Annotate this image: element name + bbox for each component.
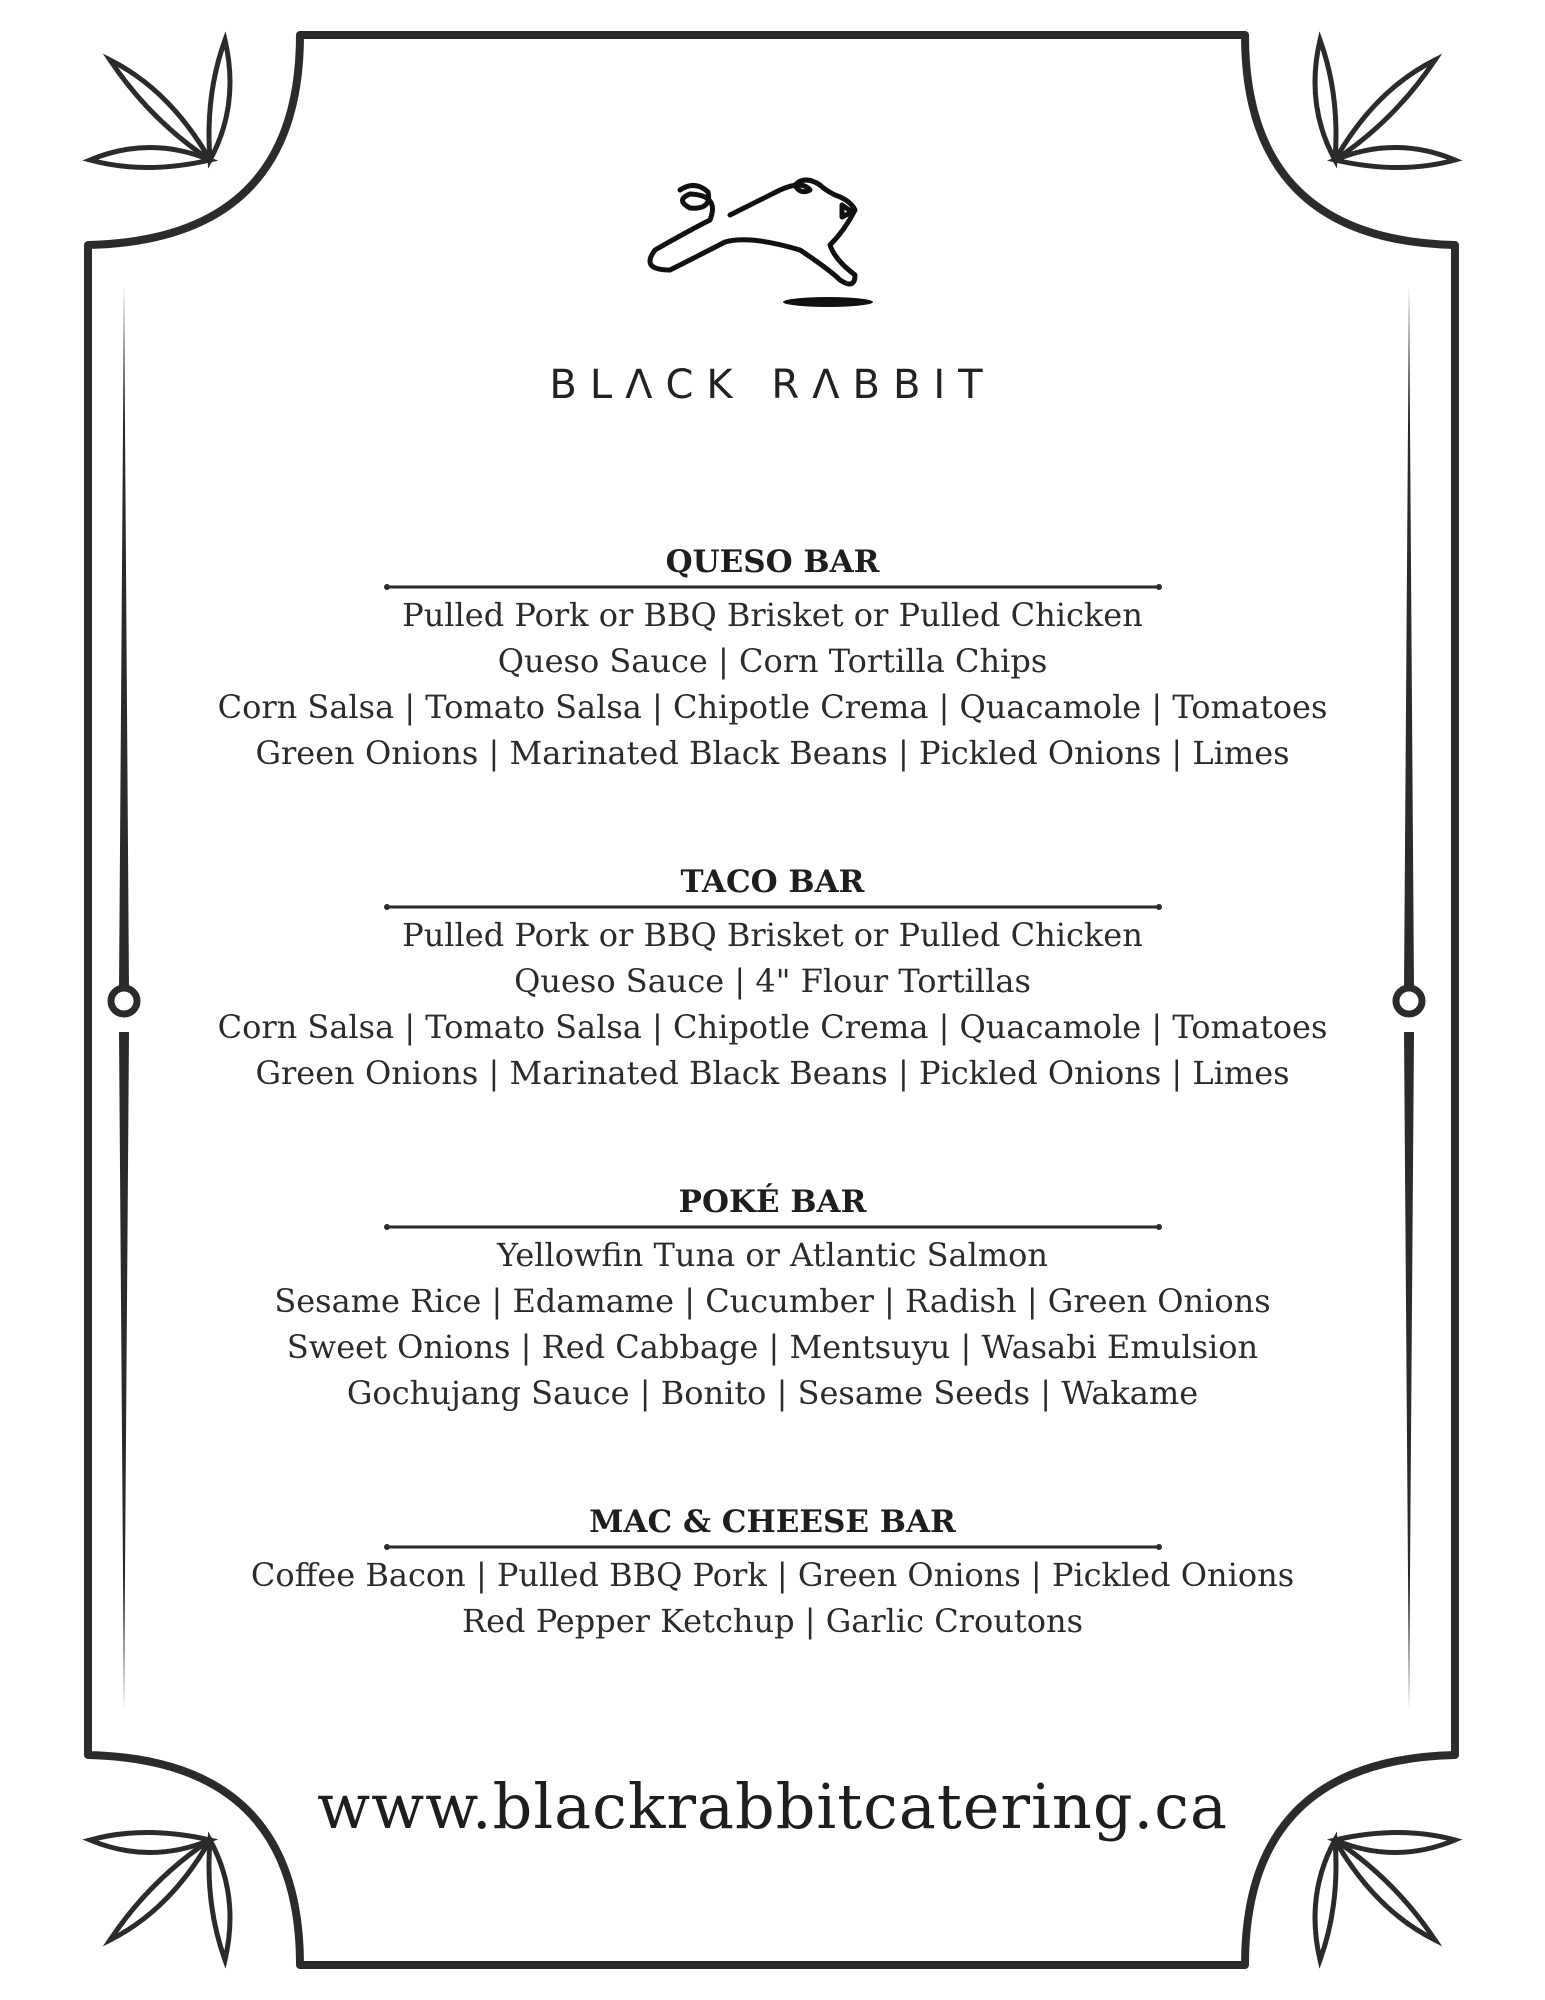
section-divider: [383, 1222, 1163, 1232]
menu-line: Queso Sauce | Corn Tortilla Chips: [497, 642, 1048, 680]
menu-line: Pulled Pork or BBQ Brisket or Pulled Chicken: [402, 916, 1143, 954]
menu-line: Coffee Bacon | Pulled BBQ Pork | Green Onions | Pickled Onions: [250, 1556, 1295, 1594]
section-title: POKÉ BAR: [678, 1184, 867, 1220]
section-divider: [383, 582, 1163, 592]
black-rabbit-logo-icon: [630, 170, 890, 320]
section-title: MAC & CHEESE BAR: [589, 1504, 956, 1540]
menu-line: Green Onions | Marinated Black Beans | Pickled Onions | Limes: [255, 734, 1290, 772]
menu-line: Sesame Rice | Edamame | Cucumber | Radish | Green Onions: [274, 1282, 1271, 1320]
menu-line: Queso Sauce | 4" Flour Tortillas: [514, 962, 1031, 1000]
menu-line: Pulled Pork or BBQ Brisket or Pulled Chicken: [402, 596, 1143, 634]
brand-name: BLΛCK RΛBBIT: [549, 362, 996, 408]
menu-line: Yellowfin Tuna or Atlantic Salmon: [496, 1236, 1049, 1274]
menu-line: Gochujang Sauce | Bonito | Sesame Seeds | Wakame: [346, 1374, 1199, 1412]
website-url: www.blackrabbitcatering.ca: [317, 1770, 1228, 1843]
section-divider: [383, 902, 1163, 912]
section-title: QUESO BAR: [665, 544, 880, 580]
menu-line: Green Onions | Marinated Black Beans | Pickled Onions | Limes: [255, 1054, 1290, 1092]
menu-line: Corn Salsa | Tomato Salsa | Chipotle Crema | Quacamole | Tomatoes: [217, 1008, 1328, 1046]
menu-section-mac-cheese-bar: [0, 1502, 1545, 1644]
section-divider: [383, 1542, 1163, 1552]
menu-section-queso-bar: [0, 542, 1545, 776]
menu-section-poke-bar: [0, 1182, 1545, 1416]
menu-line: Red Pepper Ketchup | Garlic Croutons: [462, 1602, 1083, 1640]
menu-section-taco-bar: [0, 862, 1545, 1096]
menu-line: Corn Salsa | Tomato Salsa | Chipotle Crema | Quacamole | Tomatoes: [217, 688, 1328, 726]
section-title: TACO BAR: [680, 864, 865, 900]
menu-line: Sweet Onions | Red Cabbage | Mentsuyu | Wasabi Emulsion: [286, 1328, 1259, 1366]
